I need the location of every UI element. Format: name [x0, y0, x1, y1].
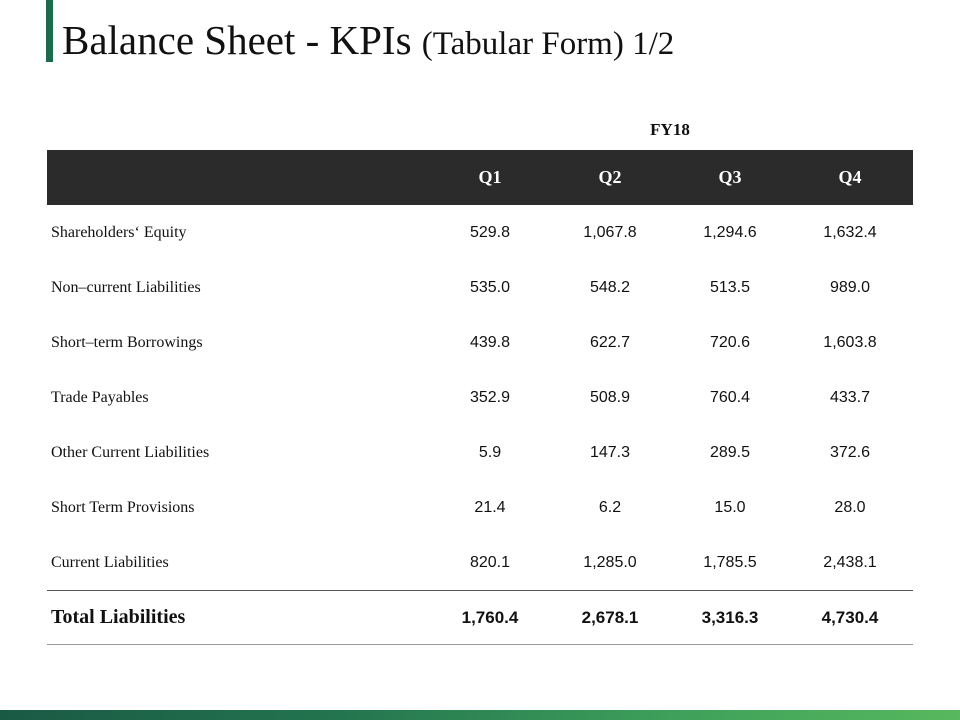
footer-gradient-bar	[0, 710, 960, 720]
table-row	[47, 480, 913, 535]
title-accent-bar	[46, 0, 53, 62]
cell-value: 147.3	[589, 443, 631, 461]
cell-value: 6.2	[598, 498, 622, 516]
table-row	[47, 260, 913, 315]
table-row	[47, 370, 913, 425]
total-value: 1,760.4	[461, 607, 519, 627]
page-title	[62, 10, 674, 70]
header-q1: Q1	[478, 167, 502, 187]
cell-value: 529.8	[469, 223, 511, 241]
cell-value: 1,294.6	[703, 223, 757, 241]
cell-value: 289.5	[709, 443, 751, 461]
cell-value: 720.6	[709, 333, 751, 351]
table-row	[47, 205, 913, 260]
cell-value: 535.0	[469, 278, 511, 296]
cell-value: 15.0	[714, 498, 746, 516]
total-label: Total Liabilities	[51, 606, 186, 628]
cell-value: 513.5	[709, 278, 751, 296]
fiscal-year-label: FY18	[650, 120, 690, 139]
row-label: Other Current Liabilities	[51, 443, 210, 461]
total-row	[47, 590, 913, 645]
cell-value: 352.9	[469, 388, 511, 406]
total-value: 3,316.3	[701, 607, 759, 627]
title-subtitle: (Tabular Form) 1/2	[421, 26, 675, 62]
table-row	[47, 315, 913, 370]
cell-value: 820.1	[469, 553, 511, 571]
row-label: Current Liabilities	[51, 553, 169, 571]
row-label: Shareholders‘ Equity	[51, 223, 187, 241]
cell-value: 989.0	[829, 278, 871, 296]
total-value: 2,678.1	[581, 607, 639, 627]
table-row	[47, 425, 913, 480]
cell-value: 548.2	[589, 278, 631, 296]
cell-value: 760.4	[709, 388, 751, 406]
cell-value: 622.7	[589, 333, 631, 351]
cell-value: 28.0	[834, 498, 866, 516]
cell-value: 5.9	[478, 443, 502, 461]
cell-value: 433.7	[829, 388, 871, 406]
cell-value: 1,603.8	[823, 333, 877, 351]
cell-value: 1,785.5	[703, 553, 757, 571]
total-value: 4,730.4	[821, 607, 879, 627]
cell-value: 372.6	[829, 443, 871, 461]
row-label: Non–current Liabilities	[51, 278, 201, 296]
cell-value: 439.8	[469, 333, 511, 351]
row-label: Trade Payables	[51, 388, 149, 406]
cell-value: 1,067.8	[583, 223, 637, 241]
title-main: Balance Sheet - KPIs	[62, 17, 412, 63]
header-q4: Q4	[838, 167, 862, 187]
cell-value: 508.9	[589, 388, 631, 406]
header-q2: Q2	[598, 167, 622, 187]
cell-value: 1,285.0	[583, 553, 637, 571]
row-label: Short Term Provisions	[51, 498, 195, 516]
table-header	[47, 150, 913, 205]
cell-value: 1,632.4	[823, 223, 877, 241]
cell-value: 2,438.1	[823, 553, 877, 571]
table-row	[47, 535, 913, 590]
cell-value: 21.4	[474, 498, 506, 516]
kpi-table	[47, 150, 913, 645]
header-q3: Q3	[718, 167, 742, 187]
row-label: Short–term Borrowings	[51, 333, 203, 351]
